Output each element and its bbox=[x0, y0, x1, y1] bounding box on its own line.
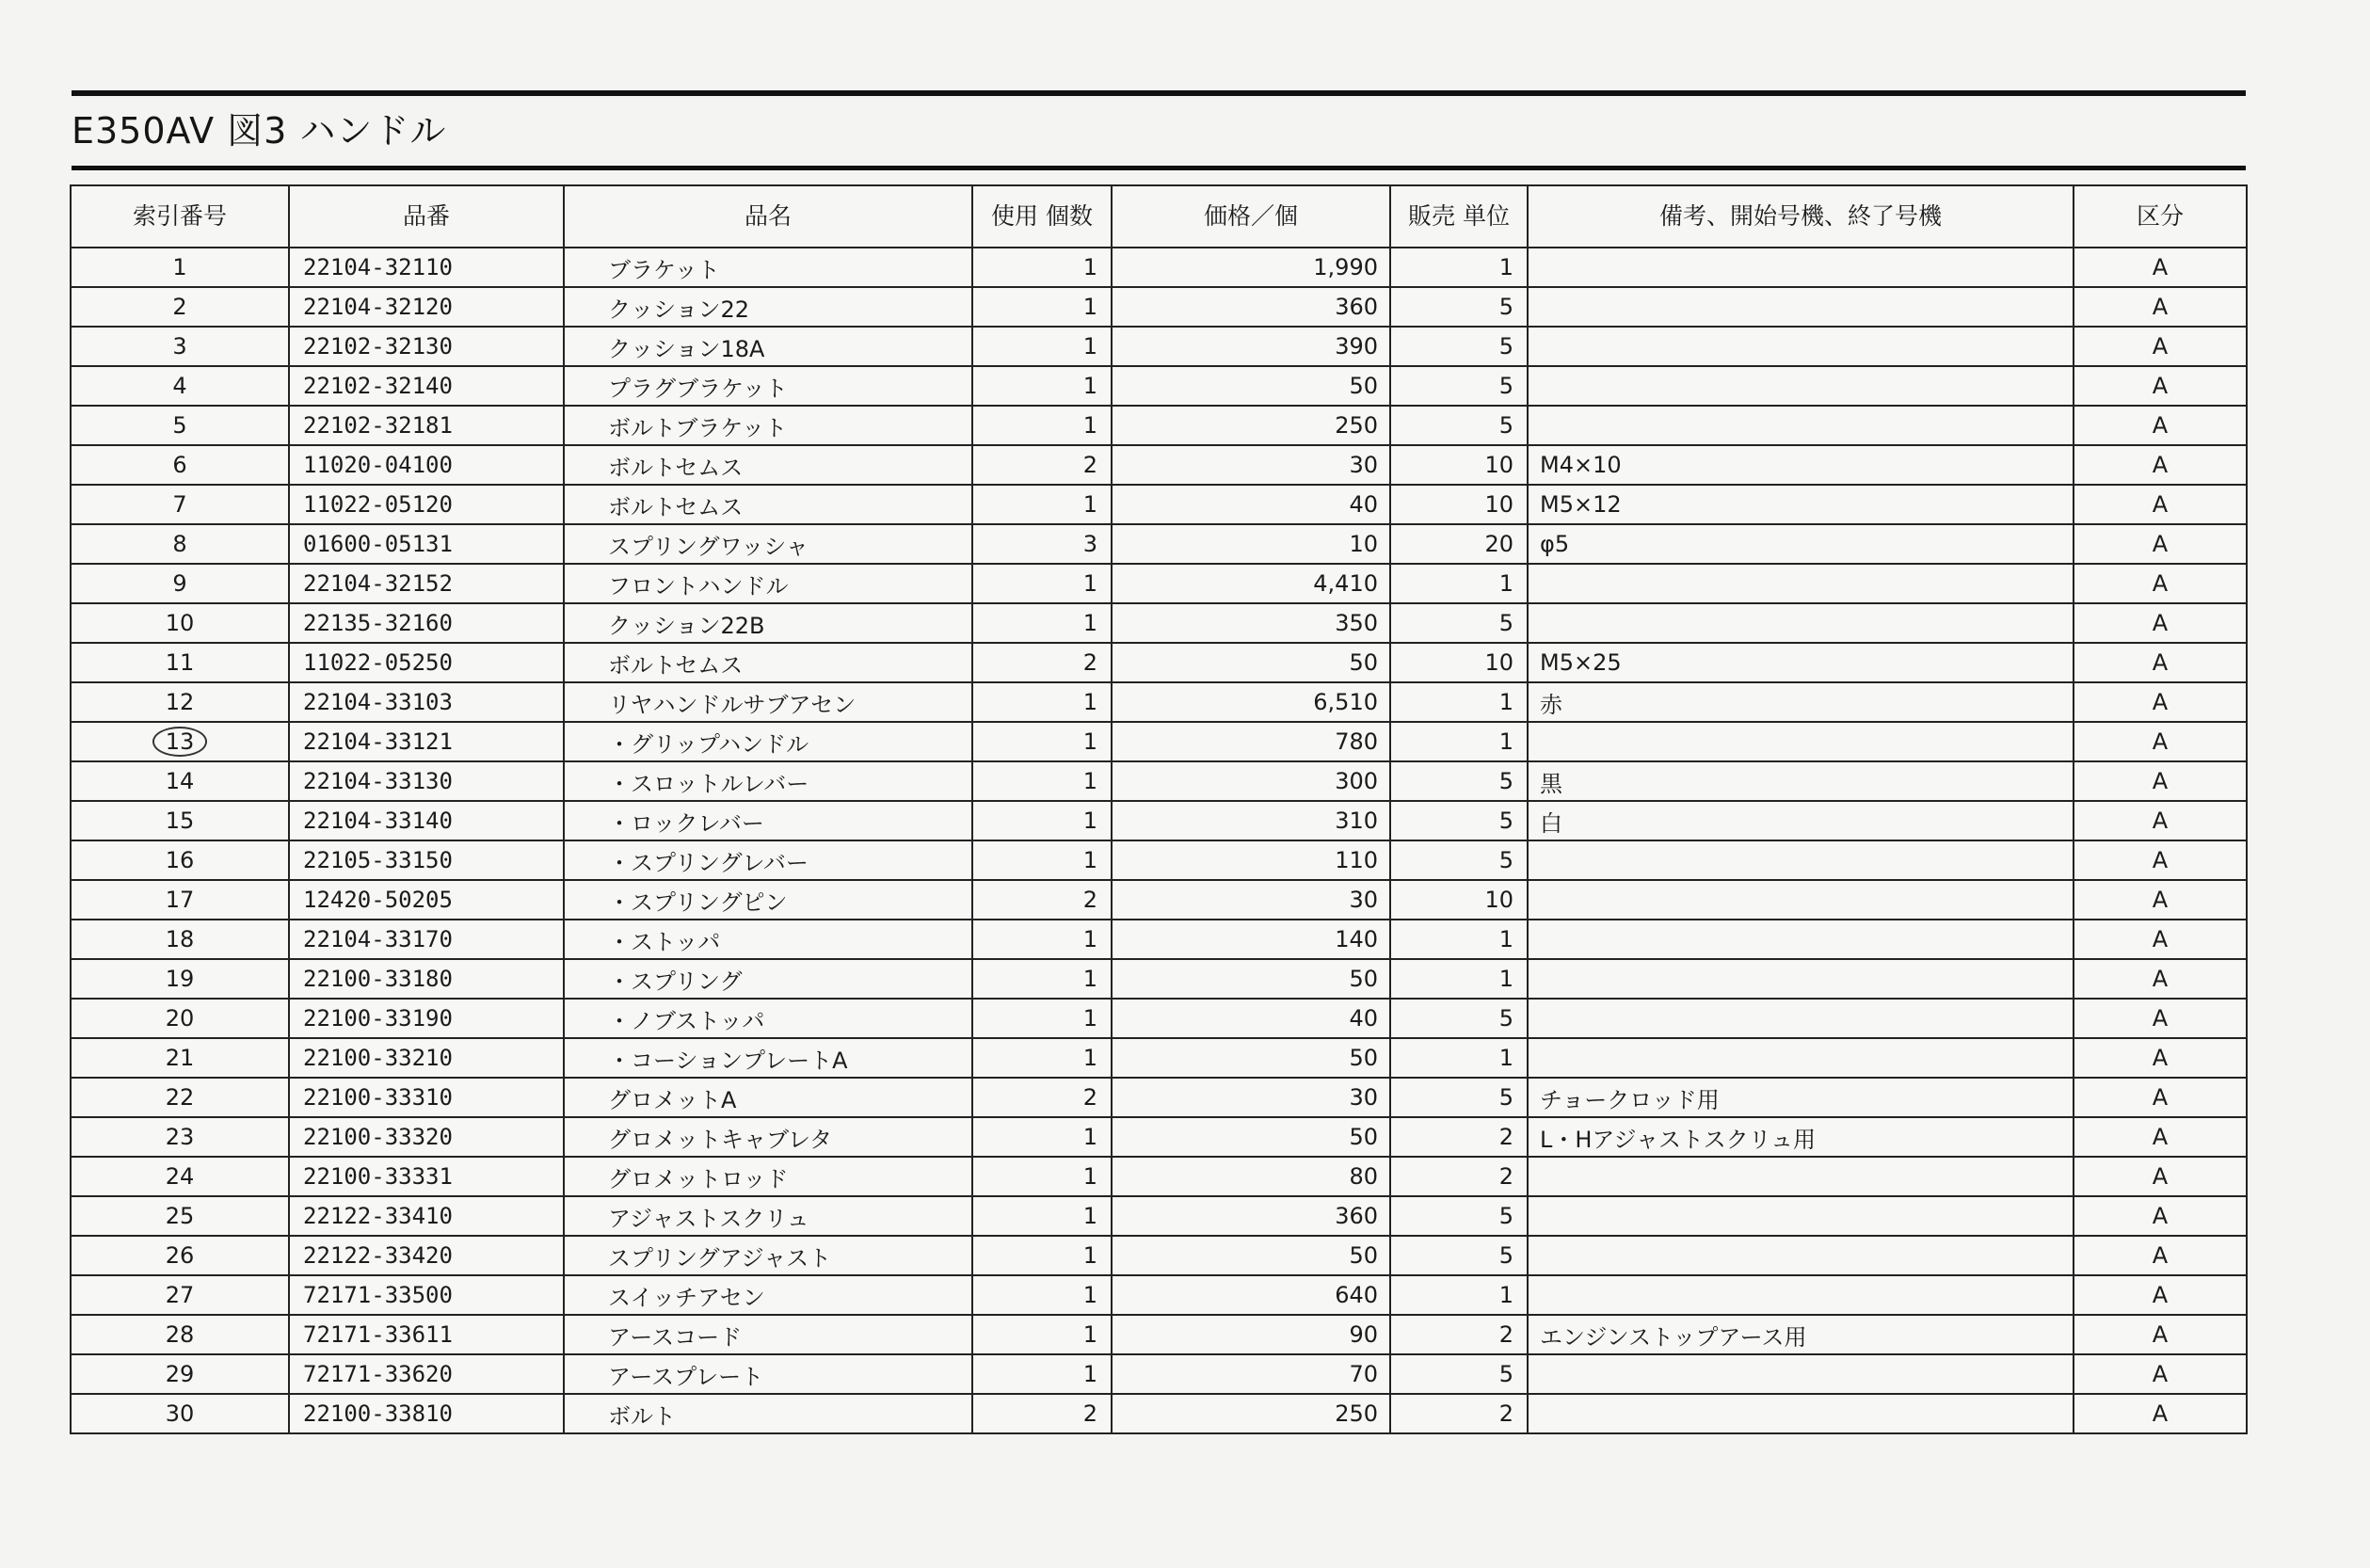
cell-quantity: 1 bbox=[972, 761, 1112, 801]
cell-remarks bbox=[1528, 1354, 2074, 1394]
cell-index: 8 bbox=[71, 524, 289, 564]
cell-sales-unit: 10 bbox=[1390, 445, 1528, 485]
cell-index: 27 bbox=[71, 1275, 289, 1315]
cell-part-number: 22100-33320 bbox=[289, 1117, 564, 1157]
cell-part-name: グロメットキャブレタ bbox=[564, 1117, 972, 1157]
cell-index: 28 bbox=[71, 1315, 289, 1354]
cell-remarks: M5×12 bbox=[1528, 485, 2074, 524]
cell-index: 12 bbox=[71, 682, 289, 722]
cell-index: 20 bbox=[71, 999, 289, 1038]
cell-part-number: 22100-33310 bbox=[289, 1078, 564, 1117]
cell-remarks bbox=[1528, 248, 2074, 287]
cell-part-name: ボルトセムス bbox=[564, 643, 972, 682]
cell-part-number: 11022-05120 bbox=[289, 485, 564, 524]
cell-part-name: ボルト bbox=[564, 1394, 972, 1433]
cell-sales-unit: 5 bbox=[1390, 406, 1528, 445]
cell-index: 4 bbox=[71, 366, 289, 406]
table-row bbox=[71, 840, 2247, 880]
cell-sales-unit: 1 bbox=[1390, 959, 1528, 999]
table-row bbox=[71, 1038, 2247, 1078]
cell-part-number: 22104-33130 bbox=[289, 761, 564, 801]
cell-part-number: 22100-33180 bbox=[289, 959, 564, 999]
cell-remarks bbox=[1528, 880, 2074, 920]
cell-part-number: 22104-32110 bbox=[289, 248, 564, 287]
cell-sales-unit: 1 bbox=[1390, 722, 1528, 761]
table-row bbox=[71, 287, 2247, 327]
cell-price: 50 bbox=[1112, 1236, 1390, 1275]
cell-price: 360 bbox=[1112, 287, 1390, 327]
cell-part-number: 22104-33170 bbox=[289, 920, 564, 959]
cell-price: 30 bbox=[1112, 880, 1390, 920]
cell-sales-unit: 10 bbox=[1390, 485, 1528, 524]
cell-index: 30 bbox=[71, 1394, 289, 1433]
cell-quantity: 1 bbox=[972, 485, 1112, 524]
cell-class: A bbox=[2074, 406, 2247, 445]
cell-sales-unit: 5 bbox=[1390, 801, 1528, 840]
cell-index: 9 bbox=[71, 564, 289, 603]
cell-quantity: 1 bbox=[972, 959, 1112, 999]
cell-part-number: 22105-33150 bbox=[289, 840, 564, 880]
cell-price: 1,990 bbox=[1112, 248, 1390, 287]
cell-part-name: ・スプリングレバー bbox=[564, 840, 972, 880]
table-row bbox=[71, 643, 2247, 682]
cell-quantity: 2 bbox=[972, 445, 1112, 485]
cell-index: 10 bbox=[71, 603, 289, 643]
cell-index: 23 bbox=[71, 1117, 289, 1157]
cell-index: 21 bbox=[71, 1038, 289, 1078]
cell-sales-unit: 5 bbox=[1390, 761, 1528, 801]
cell-part-name: ・スロットルレバー bbox=[564, 761, 972, 801]
cell-part-number: 22104-32152 bbox=[289, 564, 564, 603]
cell-part-name: スイッチアセン bbox=[564, 1275, 972, 1315]
cell-price: 640 bbox=[1112, 1275, 1390, 1315]
cell-part-number: 22102-32130 bbox=[289, 327, 564, 366]
cell-sales-unit: 2 bbox=[1390, 1157, 1528, 1196]
header-price: 価格／個 bbox=[1112, 185, 1390, 248]
header-part-number: 品番 bbox=[289, 185, 564, 248]
title-top-rule bbox=[72, 90, 2246, 96]
cell-price: 250 bbox=[1112, 406, 1390, 445]
cell-index: 25 bbox=[71, 1196, 289, 1236]
cell-class: A bbox=[2074, 524, 2247, 564]
table-row bbox=[71, 1236, 2247, 1275]
table-row bbox=[71, 603, 2247, 643]
cell-index: 1 bbox=[71, 248, 289, 287]
header-remarks: 備考、開始号機、終了号機 bbox=[1528, 185, 2074, 248]
cell-remarks bbox=[1528, 722, 2074, 761]
cell-remarks bbox=[1528, 603, 2074, 643]
table-row bbox=[71, 327, 2247, 366]
cell-remarks bbox=[1528, 287, 2074, 327]
cell-remarks: チョークロッド用 bbox=[1528, 1078, 2074, 1117]
cell-class: A bbox=[2074, 801, 2247, 840]
cell-quantity: 1 bbox=[972, 801, 1112, 840]
table-row bbox=[71, 445, 2247, 485]
cell-sales-unit: 10 bbox=[1390, 880, 1528, 920]
cell-index: 15 bbox=[71, 801, 289, 840]
cell-price: 50 bbox=[1112, 366, 1390, 406]
cell-quantity: 1 bbox=[972, 564, 1112, 603]
table-row bbox=[71, 722, 2247, 761]
cell-part-number: 72171-33500 bbox=[289, 1275, 564, 1315]
cell-index: 18 bbox=[71, 920, 289, 959]
cell-remarks bbox=[1528, 564, 2074, 603]
cell-part-number: 72171-33611 bbox=[289, 1315, 564, 1354]
cell-quantity: 2 bbox=[972, 1078, 1112, 1117]
cell-class: A bbox=[2074, 445, 2247, 485]
cell-class: A bbox=[2074, 1196, 2247, 1236]
cell-price: 310 bbox=[1112, 801, 1390, 840]
cell-quantity: 1 bbox=[972, 682, 1112, 722]
cell-price: 30 bbox=[1112, 1078, 1390, 1117]
cell-index: 11 bbox=[71, 643, 289, 682]
cell-remarks: 赤 bbox=[1528, 682, 2074, 722]
cell-class: A bbox=[2074, 603, 2247, 643]
cell-part-number: 11022-05250 bbox=[289, 643, 564, 682]
cell-remarks bbox=[1528, 1236, 2074, 1275]
cell-price: 50 bbox=[1112, 1117, 1390, 1157]
cell-part-number: 22104-33140 bbox=[289, 801, 564, 840]
cell-price: 40 bbox=[1112, 999, 1390, 1038]
cell-class: A bbox=[2074, 682, 2247, 722]
cell-index: 29 bbox=[71, 1354, 289, 1394]
cell-part-name: リヤハンドルサブアセン bbox=[564, 682, 972, 722]
cell-price: 40 bbox=[1112, 485, 1390, 524]
cell-sales-unit: 1 bbox=[1390, 682, 1528, 722]
cell-price: 90 bbox=[1112, 1315, 1390, 1354]
header-quantity: 使用 個数 bbox=[972, 185, 1112, 248]
cell-sales-unit: 5 bbox=[1390, 327, 1528, 366]
cell-quantity: 1 bbox=[972, 1196, 1112, 1236]
cell-remarks bbox=[1528, 406, 2074, 445]
header-part-name: 品名 bbox=[564, 185, 972, 248]
cell-part-name: クッション18A bbox=[564, 327, 972, 366]
cell-class: A bbox=[2074, 1394, 2247, 1433]
cell-class: A bbox=[2074, 1236, 2247, 1275]
header-index: 索引番号 bbox=[71, 185, 289, 248]
cell-index: 5 bbox=[71, 406, 289, 445]
cell-sales-unit: 5 bbox=[1390, 287, 1528, 327]
cell-index: 2 bbox=[71, 287, 289, 327]
table-row bbox=[71, 801, 2247, 840]
table-row bbox=[71, 564, 2247, 603]
cell-remarks bbox=[1528, 1196, 2074, 1236]
cell-sales-unit: 1 bbox=[1390, 248, 1528, 287]
cell-index: 14 bbox=[71, 761, 289, 801]
cell-class: A bbox=[2074, 920, 2247, 959]
cell-price: 10 bbox=[1112, 524, 1390, 564]
table-row bbox=[71, 1196, 2247, 1236]
table-row bbox=[71, 682, 2247, 722]
cell-class: A bbox=[2074, 643, 2247, 682]
cell-quantity: 1 bbox=[972, 1354, 1112, 1394]
cell-part-name: アースコード bbox=[564, 1315, 972, 1354]
table-row bbox=[71, 1157, 2247, 1196]
cell-index: 17 bbox=[71, 880, 289, 920]
cell-class: A bbox=[2074, 1275, 2247, 1315]
cell-part-name: プラグブラケット bbox=[564, 366, 972, 406]
cell-part-number: 11020-04100 bbox=[289, 445, 564, 485]
cell-part-name: クッション22B bbox=[564, 603, 972, 643]
table-body bbox=[71, 248, 2247, 1433]
cell-class: A bbox=[2074, 959, 2247, 999]
cell-part-number: 22104-32120 bbox=[289, 287, 564, 327]
table-row bbox=[71, 366, 2247, 406]
cell-part-name: ・コーションプレートA bbox=[564, 1038, 972, 1078]
cell-remarks: エンジンストップアース用 bbox=[1528, 1315, 2074, 1354]
cell-price: 4,410 bbox=[1112, 564, 1390, 603]
cell-quantity: 1 bbox=[972, 840, 1112, 880]
cell-class: A bbox=[2074, 761, 2247, 801]
cell-quantity: 1 bbox=[972, 248, 1112, 287]
header-class: 区分 bbox=[2074, 185, 2247, 248]
cell-remarks bbox=[1528, 1157, 2074, 1196]
cell-part-name: ボルトセムス bbox=[564, 445, 972, 485]
cell-price: 140 bbox=[1112, 920, 1390, 959]
cell-quantity: 2 bbox=[972, 643, 1112, 682]
cell-part-number: 22100-33810 bbox=[289, 1394, 564, 1433]
table-row bbox=[71, 920, 2247, 959]
cell-quantity: 2 bbox=[972, 1394, 1112, 1433]
cell-part-name: ボルトブラケット bbox=[564, 406, 972, 445]
cell-class: A bbox=[2074, 1354, 2247, 1394]
cell-sales-unit: 1 bbox=[1390, 1275, 1528, 1315]
cell-remarks bbox=[1528, 327, 2074, 366]
table-row bbox=[71, 1275, 2247, 1315]
cell-price: 6,510 bbox=[1112, 682, 1390, 722]
cell-part-name: アースプレート bbox=[564, 1354, 972, 1394]
table-row bbox=[71, 524, 2247, 564]
cell-sales-unit: 2 bbox=[1390, 1394, 1528, 1433]
cell-remarks bbox=[1528, 999, 2074, 1038]
cell-sales-unit: 5 bbox=[1390, 999, 1528, 1038]
cell-quantity: 1 bbox=[972, 1038, 1112, 1078]
cell-price: 360 bbox=[1112, 1196, 1390, 1236]
cell-quantity: 1 bbox=[972, 287, 1112, 327]
cell-quantity: 1 bbox=[972, 722, 1112, 761]
cell-part-number: 01600-05131 bbox=[289, 524, 564, 564]
cell-quantity: 1 bbox=[972, 366, 1112, 406]
cell-class: A bbox=[2074, 840, 2247, 880]
cell-part-number: 22100-33331 bbox=[289, 1157, 564, 1196]
cell-remarks: φ5 bbox=[1528, 524, 2074, 564]
cell-part-number: 22104-33121 bbox=[289, 722, 564, 761]
cell-sales-unit: 5 bbox=[1390, 1078, 1528, 1117]
table-row bbox=[71, 999, 2247, 1038]
cell-part-number: 12420-50205 bbox=[289, 880, 564, 920]
cell-part-name: ・グリップハンドル bbox=[564, 722, 972, 761]
cell-part-number: 72171-33620 bbox=[289, 1354, 564, 1394]
cell-quantity: 1 bbox=[972, 999, 1112, 1038]
header-sales-unit: 販売 単位 bbox=[1390, 185, 1528, 248]
cell-class: A bbox=[2074, 248, 2247, 287]
cell-quantity: 1 bbox=[972, 1117, 1112, 1157]
circled-index-mark: 13 bbox=[152, 727, 208, 757]
parts-list-table bbox=[70, 184, 2248, 1434]
cell-class: A bbox=[2074, 564, 2247, 603]
cell-class: A bbox=[2074, 1117, 2247, 1157]
cell-price: 50 bbox=[1112, 959, 1390, 999]
cell-part-name: ・ノブストッパ bbox=[564, 999, 972, 1038]
table-row bbox=[71, 406, 2247, 445]
cell-remarks bbox=[1528, 920, 2074, 959]
cell-sales-unit: 5 bbox=[1390, 1196, 1528, 1236]
table-header-row bbox=[71, 185, 2247, 248]
cell-index: 19 bbox=[71, 959, 289, 999]
cell-sales-unit: 5 bbox=[1390, 840, 1528, 880]
cell-class: A bbox=[2074, 1038, 2247, 1078]
cell-class: A bbox=[2074, 327, 2247, 366]
cell-remarks bbox=[1528, 1394, 2074, 1433]
cell-index bbox=[71, 722, 289, 761]
cell-remarks: 黒 bbox=[1528, 761, 2074, 801]
cell-part-name: ・ロックレバー bbox=[564, 801, 972, 840]
cell-price: 300 bbox=[1112, 761, 1390, 801]
cell-part-name: フロントハンドル bbox=[564, 564, 972, 603]
cell-quantity: 1 bbox=[972, 406, 1112, 445]
cell-index: 22 bbox=[71, 1078, 289, 1117]
cell-part-name: ボルトセムス bbox=[564, 485, 972, 524]
cell-part-name: ブラケット bbox=[564, 248, 972, 287]
cell-index: 6 bbox=[71, 445, 289, 485]
cell-quantity: 3 bbox=[972, 524, 1112, 564]
cell-sales-unit: 1 bbox=[1390, 564, 1528, 603]
cell-price: 80 bbox=[1112, 1157, 1390, 1196]
cell-class: A bbox=[2074, 485, 2247, 524]
cell-quantity: 1 bbox=[972, 1275, 1112, 1315]
cell-class: A bbox=[2074, 287, 2247, 327]
cell-remarks: M5×25 bbox=[1528, 643, 2074, 682]
cell-sales-unit: 20 bbox=[1390, 524, 1528, 564]
table-row bbox=[71, 1354, 2247, 1394]
cell-part-number: 22102-32140 bbox=[289, 366, 564, 406]
cell-remarks: M4×10 bbox=[1528, 445, 2074, 485]
cell-quantity: 1 bbox=[972, 1315, 1112, 1354]
cell-sales-unit: 2 bbox=[1390, 1315, 1528, 1354]
cell-remarks bbox=[1528, 1275, 2074, 1315]
cell-sales-unit: 5 bbox=[1390, 603, 1528, 643]
parts-list-table-wrap bbox=[70, 184, 2246, 1434]
cell-sales-unit: 1 bbox=[1390, 920, 1528, 959]
cell-sales-unit: 5 bbox=[1390, 1354, 1528, 1394]
cell-quantity: 1 bbox=[972, 1236, 1112, 1275]
cell-price: 70 bbox=[1112, 1354, 1390, 1394]
cell-price: 780 bbox=[1112, 722, 1390, 761]
cell-part-name: ・ストッパ bbox=[564, 920, 972, 959]
cell-part-number: 22122-33410 bbox=[289, 1196, 564, 1236]
cell-price: 250 bbox=[1112, 1394, 1390, 1433]
cell-class: A bbox=[2074, 1157, 2247, 1196]
cell-price: 30 bbox=[1112, 445, 1390, 485]
cell-part-name: アジャストスクリュ bbox=[564, 1196, 972, 1236]
table-row bbox=[71, 248, 2247, 287]
cell-part-name: スプリングワッシャ bbox=[564, 524, 972, 564]
cell-quantity: 1 bbox=[972, 1157, 1112, 1196]
table-row bbox=[71, 959, 2247, 999]
cell-part-number: 22102-32181 bbox=[289, 406, 564, 445]
cell-remarks bbox=[1528, 959, 2074, 999]
cell-index: 7 bbox=[71, 485, 289, 524]
cell-part-name: クッション22 bbox=[564, 287, 972, 327]
cell-quantity: 1 bbox=[972, 603, 1112, 643]
cell-part-number: 22100-33190 bbox=[289, 999, 564, 1038]
cell-index: 26 bbox=[71, 1236, 289, 1275]
cell-class: A bbox=[2074, 999, 2247, 1038]
cell-class: A bbox=[2074, 366, 2247, 406]
cell-part-number: 22122-33420 bbox=[289, 1236, 564, 1275]
cell-sales-unit: 1 bbox=[1390, 1038, 1528, 1078]
cell-part-name: スプリングアジャスト bbox=[564, 1236, 972, 1275]
cell-part-name: ・スプリングピン bbox=[564, 880, 972, 920]
cell-class: A bbox=[2074, 722, 2247, 761]
cell-price: 110 bbox=[1112, 840, 1390, 880]
cell-quantity: 2 bbox=[972, 880, 1112, 920]
table-row bbox=[71, 761, 2247, 801]
cell-class: A bbox=[2074, 1315, 2247, 1354]
table-row bbox=[71, 1394, 2247, 1433]
cell-remarks bbox=[1528, 1038, 2074, 1078]
cell-remarks: 白 bbox=[1528, 801, 2074, 840]
cell-sales-unit: 2 bbox=[1390, 1117, 1528, 1157]
cell-remarks bbox=[1528, 840, 2074, 880]
cell-quantity: 1 bbox=[972, 920, 1112, 959]
table-row bbox=[71, 1117, 2247, 1157]
cell-class: A bbox=[2074, 1078, 2247, 1117]
cell-price: 350 bbox=[1112, 603, 1390, 643]
cell-index: 16 bbox=[71, 840, 289, 880]
cell-index: 3 bbox=[71, 327, 289, 366]
cell-part-name: グロメットロッド bbox=[564, 1157, 972, 1196]
cell-remarks bbox=[1528, 366, 2074, 406]
cell-sales-unit: 5 bbox=[1390, 366, 1528, 406]
cell-remarks: L・Hアジャストスクリュ用 bbox=[1528, 1117, 2074, 1157]
cell-part-number: 22100-33210 bbox=[289, 1038, 564, 1078]
table-row bbox=[71, 880, 2247, 920]
table-row bbox=[71, 1315, 2247, 1354]
cell-part-number: 22104-33103 bbox=[289, 682, 564, 722]
cell-part-name: グロメットA bbox=[564, 1078, 972, 1117]
cell-class: A bbox=[2074, 880, 2247, 920]
title-bottom-rule bbox=[72, 166, 2246, 170]
cell-part-number: 22135-32160 bbox=[289, 603, 564, 643]
cell-price: 50 bbox=[1112, 643, 1390, 682]
cell-sales-unit: 10 bbox=[1390, 643, 1528, 682]
cell-price: 50 bbox=[1112, 1038, 1390, 1078]
cell-price: 390 bbox=[1112, 327, 1390, 366]
cell-part-name: ・スプリング bbox=[564, 959, 972, 999]
table-row bbox=[71, 1078, 2247, 1117]
cell-sales-unit: 5 bbox=[1390, 1236, 1528, 1275]
cell-index: 24 bbox=[71, 1157, 289, 1196]
cell-quantity: 1 bbox=[972, 327, 1112, 366]
page-title: E350AV 図3 ハンドル bbox=[72, 110, 447, 152]
table-row bbox=[71, 485, 2247, 524]
